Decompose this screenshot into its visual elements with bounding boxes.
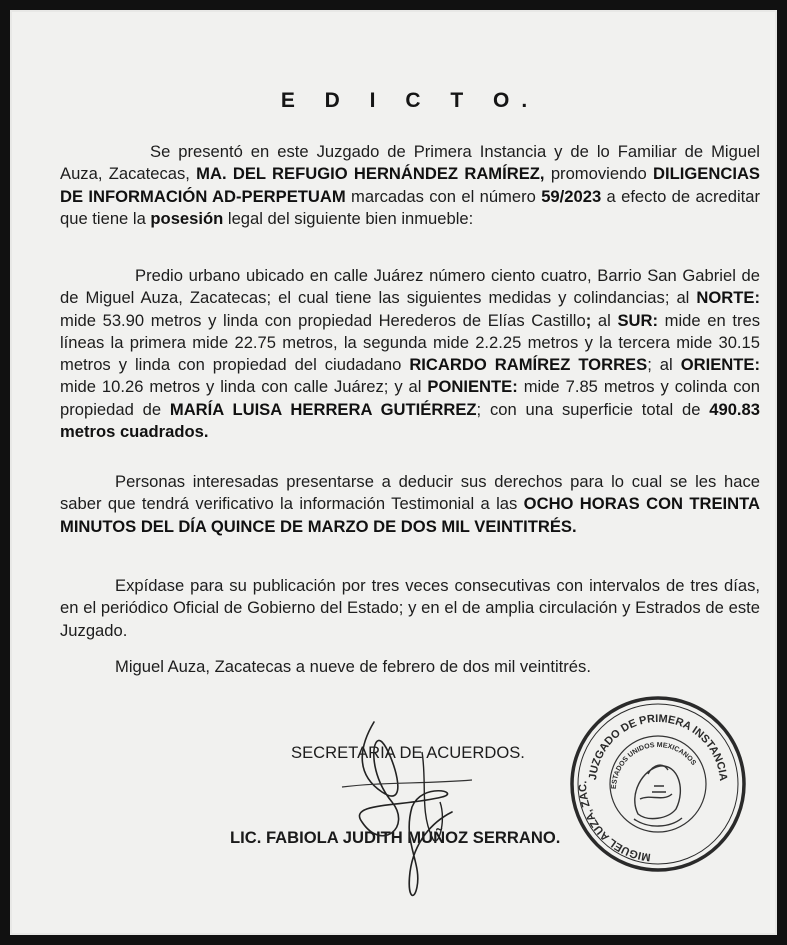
seal-left-text: MIGUEL AUZA, ZAC.: [577, 780, 652, 863]
document-title: E D I C T O.: [280, 89, 540, 112]
seal-outer-text: JUZGADO DE PRIMERA INSTANCIA: [587, 712, 730, 782]
secretary-title: SECRETARIA DE ACUERDOS.: [291, 743, 525, 762]
paragraph-presentation: Se presentó en este Juzgado de Primera Instancia y de lo Familiar de Miguel Auza, Zacatecas, MA. DEL REFUGIO HERNÁNDEZ RAMÍREZ, promoviendo DILIGENCIAS DE INFORMACIÓN AD-PERPETUAM marcadas con el número 59/2023 a efecto de acreditar que tiene la posesión legal del siguiente bien inmueble:: [60, 142, 760, 228]
seal-inner-text: ESTADOS UNIDOS MEXICANOS: [610, 741, 697, 790]
signer-name: LIC. FABIOLA JUDITH MUÑOZ SERRANO.: [230, 828, 561, 847]
paragraph-date: Miguel Auza, Zacatecas a nueve de febrero de dos mil veintitrés.: [115, 657, 591, 676]
court-seal: [568, 694, 748, 874]
eagle-emblem-icon: [634, 765, 682, 826]
handwritten-signature: [322, 712, 502, 912]
edict-page: [10, 10, 777, 935]
paragraph-property: Predio urbano ubicado en calle Juárez número ciento cuatro, Barrio San Gabriel de de Miguel Auza, Zacatecas; el cual tiene las siguientes medidas y colindancias; al NORTE: mide 53.90 metros y linda con propiedad Herederos de Elías Castillo; al SUR: mide en tres líneas la primera mide 22.75 metros, la segunda mide 2.2.25 metros y la tercera mide 30.15 metros y linda con propiedad del ciudadano RICARDO RAMÍREZ TORRES; al ORIENTE: mide 10.26 metros y linda con calle Juárez; y al PONIENTE: mide 7.85 metros y colinda con propiedad de MARÍA LUISA HERRERA GUTIÉRREZ; con una superficie total de 490.83 metros cuadrados.: [60, 266, 760, 442]
paragraph-publication: Expídase para su publicación por tres veces consecutivas con intervalos de tres días, en el periódico Oficial de Gobierno del Estado; y en el de amplia circulación y Estrados de este Juzgado.: [60, 576, 760, 640]
paragraph-interested: Personas interesadas presentarse a deducir sus derechos para lo cual se les hace saber que tendrá verificativo la información Testimonial a las OCHO HORAS CON TREINTA MINUTOS DEL DÍA QUINCE DE MARZO DE DOS MIL VEINTITRÉS.: [60, 472, 760, 536]
